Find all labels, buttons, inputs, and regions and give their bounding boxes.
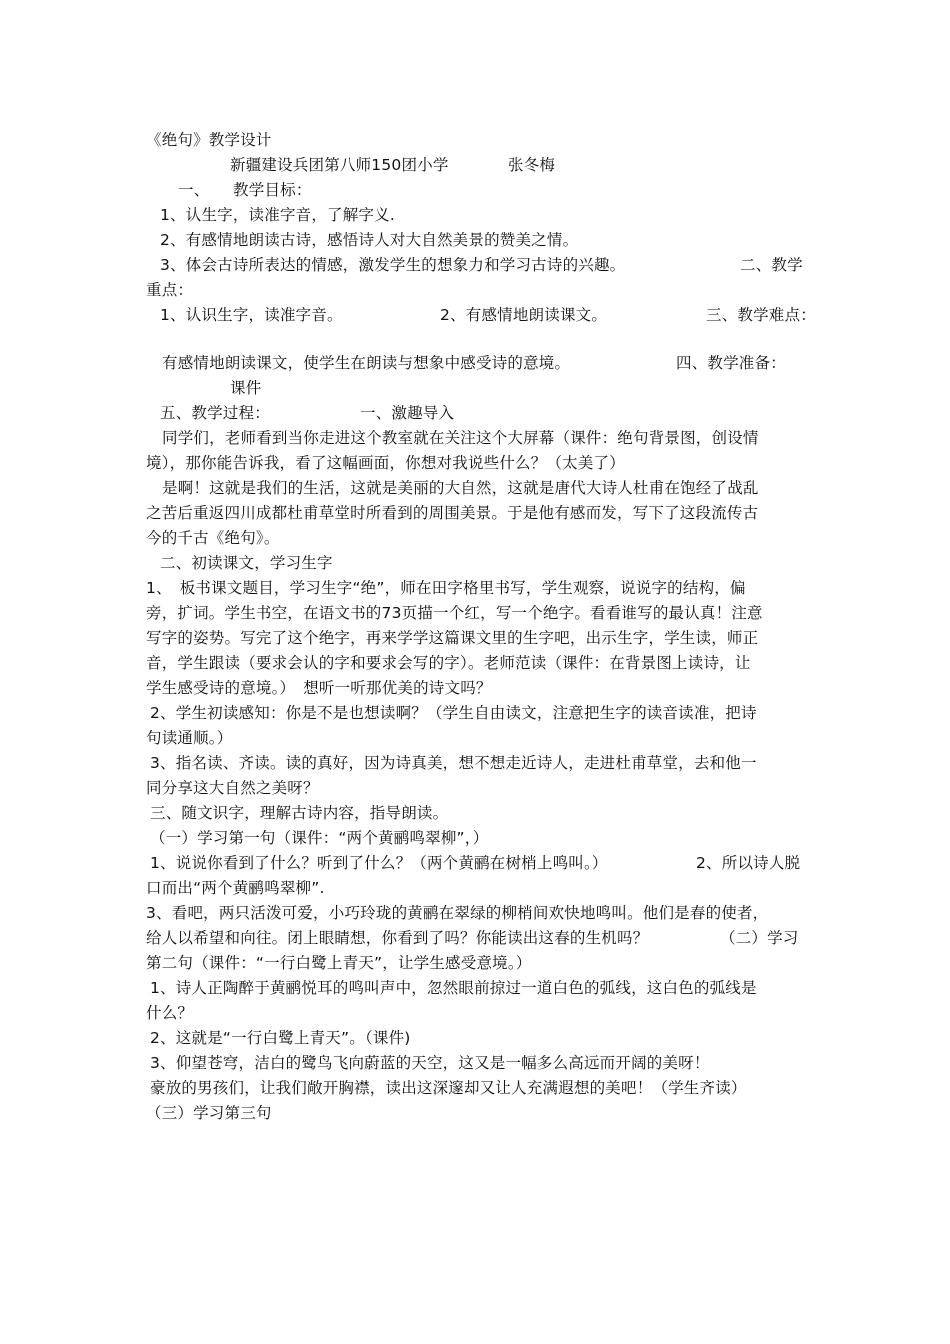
text-line: 1、认生字，读准字音，了解字义. xyxy=(160,206,395,224)
text-line: 1、 板书课文题目，学习生字“绝”，师在田字格里书写，学生观察，说说字的结构，偏 xyxy=(146,579,746,597)
text-line: 句读通顺。） xyxy=(146,729,233,747)
text-line: （三）学习第三句 xyxy=(146,1104,272,1122)
section-heading: 一、激趣导入 xyxy=(360,404,455,422)
section-heading: 三、随文识字，理解古诗内容，指导朗读。 xyxy=(150,804,449,822)
author-name: 张冬梅 xyxy=(508,156,556,174)
text-line: 第二句（课件：“一行白鹭上青天”，让学生感受意境。） xyxy=(146,954,532,972)
text-line: 3、看吧，两只活泼可爱，小巧玲珑的黄鹂在翠绿的柳梢间欢快地鸣叫。他们是春的使者， xyxy=(146,904,769,922)
section-heading: 一、 教学目标： xyxy=(178,181,312,199)
text-line: 给人以希望和向往。闭上眼睛想，你看到了吗？你能读出这春的生机吗？ xyxy=(146,929,649,947)
text-line: 境），那你能告诉我，看了这幅画面，你想对我说些什么？（太美了） xyxy=(146,454,625,472)
text-line: 2、所以诗人脱 xyxy=(696,854,801,872)
text-line: 3、仰望苍穹，洁白的鹭鸟飞向蔚蓝的天空，这又是一幅多么高远而开阔的美呀！ xyxy=(150,1054,710,1072)
text-line: 旁，扩词。学生书空，在语文书的73页描一个红，写一个绝字。看看谁写的最认真！注意 xyxy=(146,604,763,622)
author-school: 新疆建设兵团第八师150团小学 xyxy=(230,156,449,174)
text-line: 2、有感情地朗读课文。 xyxy=(440,306,608,324)
text-line: 学生感受诗的意境。） 想听一听那优美的诗文吗？ xyxy=(146,679,492,697)
text-line: 3、指名读、齐读。读的真好，因为诗真美，想不想走近诗人，走进杜甫草堂，去和他一 xyxy=(150,754,757,772)
section-heading: 三、教学难点： xyxy=(706,306,816,324)
section-heading: 四、教学准备： xyxy=(676,354,786,372)
text-line: 同分享这大自然之美呀？ xyxy=(146,779,319,797)
text-line: 什么？ xyxy=(146,1004,194,1022)
document-title: 《绝句》教学设计 xyxy=(146,131,272,149)
section-heading: 二、初读课文，学习生字 xyxy=(160,554,333,572)
text-line: 2、有感情地朗读古诗，感悟诗人对大自然美景的赞美之情。 xyxy=(160,231,579,249)
text-line: 之苦后重返四川成都杜甫草堂时所看到的周围美景。于是他有感而发，写下了这段流传古 xyxy=(146,504,759,522)
text-line: 课件 xyxy=(230,379,262,397)
text-line: （一）学习第一句（课件：“两个黄鹂鸣翠柳”，） xyxy=(150,829,489,847)
text-line: 重点： xyxy=(146,281,194,299)
text-line: 音，学生跟读（要求会认的字和要求会写的字）。老师范读（课件：在背景图上读诗，让 xyxy=(146,654,751,672)
text-line: 1、诗人正陶醉于黄鹂悦耳的鸣叫声中，忽然眼前掠过一道白色的弧线，这白色的弧线是 xyxy=(150,979,757,997)
text-line: 同学们，老师看到当你走进这个教室就在关注这个大屏幕（课件：绝句背景图，创设情 xyxy=(162,429,759,447)
text-line: 3、体会古诗所表达的情感，激发学生的想象力和学习古诗的兴趣。 xyxy=(160,256,626,274)
text-line: 有感情地朗读课文，使学生在朗读与想象中感受诗的意境。 xyxy=(162,354,571,372)
text-line: 是啊！这就是我们的生活，这就是美丽的大自然，这就是唐代大诗人杜甫在饱经了战乱 xyxy=(162,479,759,497)
text-line: 豪放的男孩们，让我们敞开胸襟，读出这深邃却又让人充满遐想的美吧！（学生齐读） xyxy=(150,1079,747,1097)
text-line: 今的千古《绝句》。 xyxy=(146,529,280,547)
text-line: 2、这就是“一行白鹭上青天”。（课件) xyxy=(150,1029,411,1047)
text-line: 1、说说你看到了什么？听到了什么？（两个黄鹂在树梢上鸣叫。） xyxy=(150,854,608,872)
text-line: 2、学生初读感知：你是不是也想读啊？（学生自由读文，注意把生字的读音读准，把诗 xyxy=(150,704,757,722)
section-heading: 五、教学过程： xyxy=(160,404,270,422)
text-line: 口而出“两个黄鹂鸣翠柳”. xyxy=(146,879,325,897)
text-line: 写字的姿势。写完了这个绝字，再来学学这篇课文里的生字吧，出示生字，学生读，师正 xyxy=(146,629,759,647)
text-line: 1、认识生字，读准字音。 xyxy=(160,306,343,324)
text-line: （二）学习 xyxy=(720,929,799,947)
section-heading: 二、教学 xyxy=(740,256,803,274)
